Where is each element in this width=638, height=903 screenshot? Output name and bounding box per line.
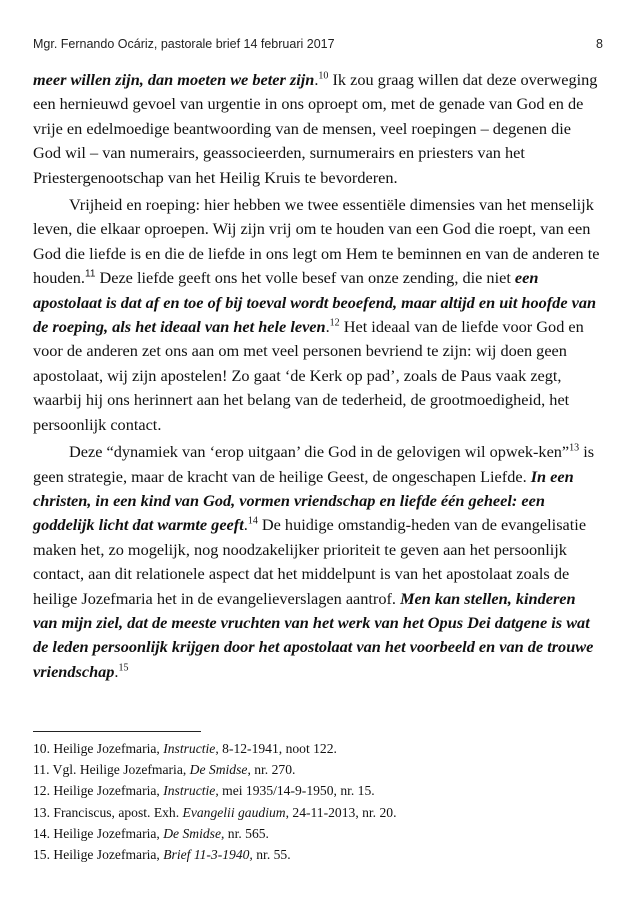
footnote-source-title: De Smidse [189, 762, 248, 778]
footnote-text: 11. Vgl. Heilige Jozefmaria, [33, 762, 190, 778]
emphasis-text: In een christen, in een kind van God, vormen vriendschap en liefde één geheel: een goddelijk licht dat warmte geeft [33, 466, 574, 535]
footnote-text: , 8-12-1941, noot 122. [215, 741, 337, 756]
main-text [33, 68, 603, 684]
footnote-text: , nr. 565. [221, 825, 269, 841]
body-text: Deze liefde geeft ons het volle besef van onze zending, die niet [95, 268, 515, 288]
footnote-text: nr. 55. [252, 847, 291, 863]
footnote-text: , mei 1935/14-9-1950, nr. 15. [215, 783, 375, 799]
body-text: . [243, 515, 248, 535]
body-text: Ik zou graag willen dat deze overweging een hernieuwd gevoel van urgentie in ons oproept om, met de genade van God en de vrije en edelmoedige beantwoording van de mensen, veel roepingen – degenen die God wil – van numerairs, geassocieerden, surnumerairs en priesters van het Priestergenootschap van het Heilig Kruis te bevorderen. [33, 70, 598, 187]
body-text: is geen strategie, maar de kracht van de heilige Geest, de ongeschapen Liefde. [33, 442, 595, 486]
footnote-ref-15[interactable]: 15 [118, 662, 129, 674]
footnote-10 [33, 738, 603, 759]
header-title: Mgr. Fernando Ocáriz, pastorale brief 14 februari 2017 [33, 37, 335, 51]
paragraph-2 [33, 193, 603, 437]
footnote-text: , 24-11-2013, nr. 20. [285, 804, 397, 820]
body-text: Het ideaal van de liefde voor God en voor de anderen zet ons aan om met veel personen bevriend te zijn: wij doen geen apostolaat, wij zijn apostelen! Zo gaat ‘de Kerk op pad’, zoals de Paus vaak zegt, waarbij hij ons herinnert aan het belang van de tederheid, de grootmoedigheid, het persoonlijk contact. [33, 317, 584, 434]
body-text: . [114, 661, 119, 681]
footnote-text: 10. Heilige Jozefmaria, [33, 741, 164, 756]
footnote-text: 15. Heilige Jozefmaria, [33, 847, 164, 863]
footnote-ref-14[interactable]: 14 [247, 515, 258, 527]
footnote-source-title: Instructie [163, 741, 216, 756]
footnote-11 [33, 759, 603, 780]
footnote-13 [33, 802, 603, 823]
footnote-14 [33, 823, 603, 844]
body-text: . [325, 317, 330, 337]
footnote-text: 13. Franciscus, apost. Exh. [33, 804, 183, 820]
emphasis-text: Men kan stellen, kinderen van mijn ziel, dat de meeste vruchten van het werk van het Opus Dei datgene is wat de leden persoonlijk krijgen door het apostolaat van het voorbeeld en van de trouwe vriendschap [33, 588, 594, 681]
footnotes [33, 738, 603, 865]
footnote-separator [33, 731, 201, 732]
body-text: De huidige omstandig-heden van de evangelisatie maken het, zo mogelijk, nog noodzakelijker prioriteit te geven aan het persoonlijk contact, aan dit relationele aspect dat het middelpunt is van het apostolaat zoals de heilige Jozefmaria het in de evangelieverslagen aantrof. [33, 515, 587, 608]
footnote-source-title: Evangelii gaudium [182, 804, 286, 820]
footnote-text: 12. Heilige Jozefmaria, [33, 783, 164, 799]
emphasis-text: een apostolaat is dat af en toe of bij toeval wordt beoefend, maar altijd en uit hoofde van de roeping, als het ideaal van het hele leven [33, 268, 597, 337]
running-header [33, 37, 603, 57]
footnote-source-title: Instructie [163, 783, 216, 799]
paragraph-3 [33, 440, 603, 684]
footnote-text: 14. Heilige Jozefmaria, [33, 825, 164, 841]
body-text: Vrijheid en roeping: hier hebben we twee essentiële dimensies van het menselijk leven, die elkaar oproepen. Wij zijn vrij om te houden van een God die roept, van een God die liefde is en die de liefde in ons legt om Hem te beminnen en van de anderen te houden. [33, 195, 600, 288]
footnote-ref-13[interactable]: 13 [569, 442, 580, 454]
footnote-ref-11[interactable]: 11 [85, 268, 96, 280]
footnote-ref-10[interactable]: 10 [318, 70, 329, 82]
body-text: . [314, 70, 319, 89]
footnote-ref-12[interactable]: 12 [329, 317, 340, 329]
emphasis-text: meer willen zijn, dan moeten we beter zijn [33, 70, 315, 89]
paragraph-1 [33, 68, 603, 190]
page-number: 8 [596, 37, 603, 51]
body-text: Deze “dynamiek van ‘erop uitgaan’ die God in de gelovigen wil opwek-ken” [69, 442, 570, 462]
footnote-source-title: De Smidse [163, 825, 221, 841]
footnote-15 [33, 844, 603, 865]
footnote-12 [33, 780, 603, 801]
footnote-text: , nr. 270. [247, 762, 296, 778]
footnote-source-title: Brief 11-3-1940, [163, 847, 253, 863]
